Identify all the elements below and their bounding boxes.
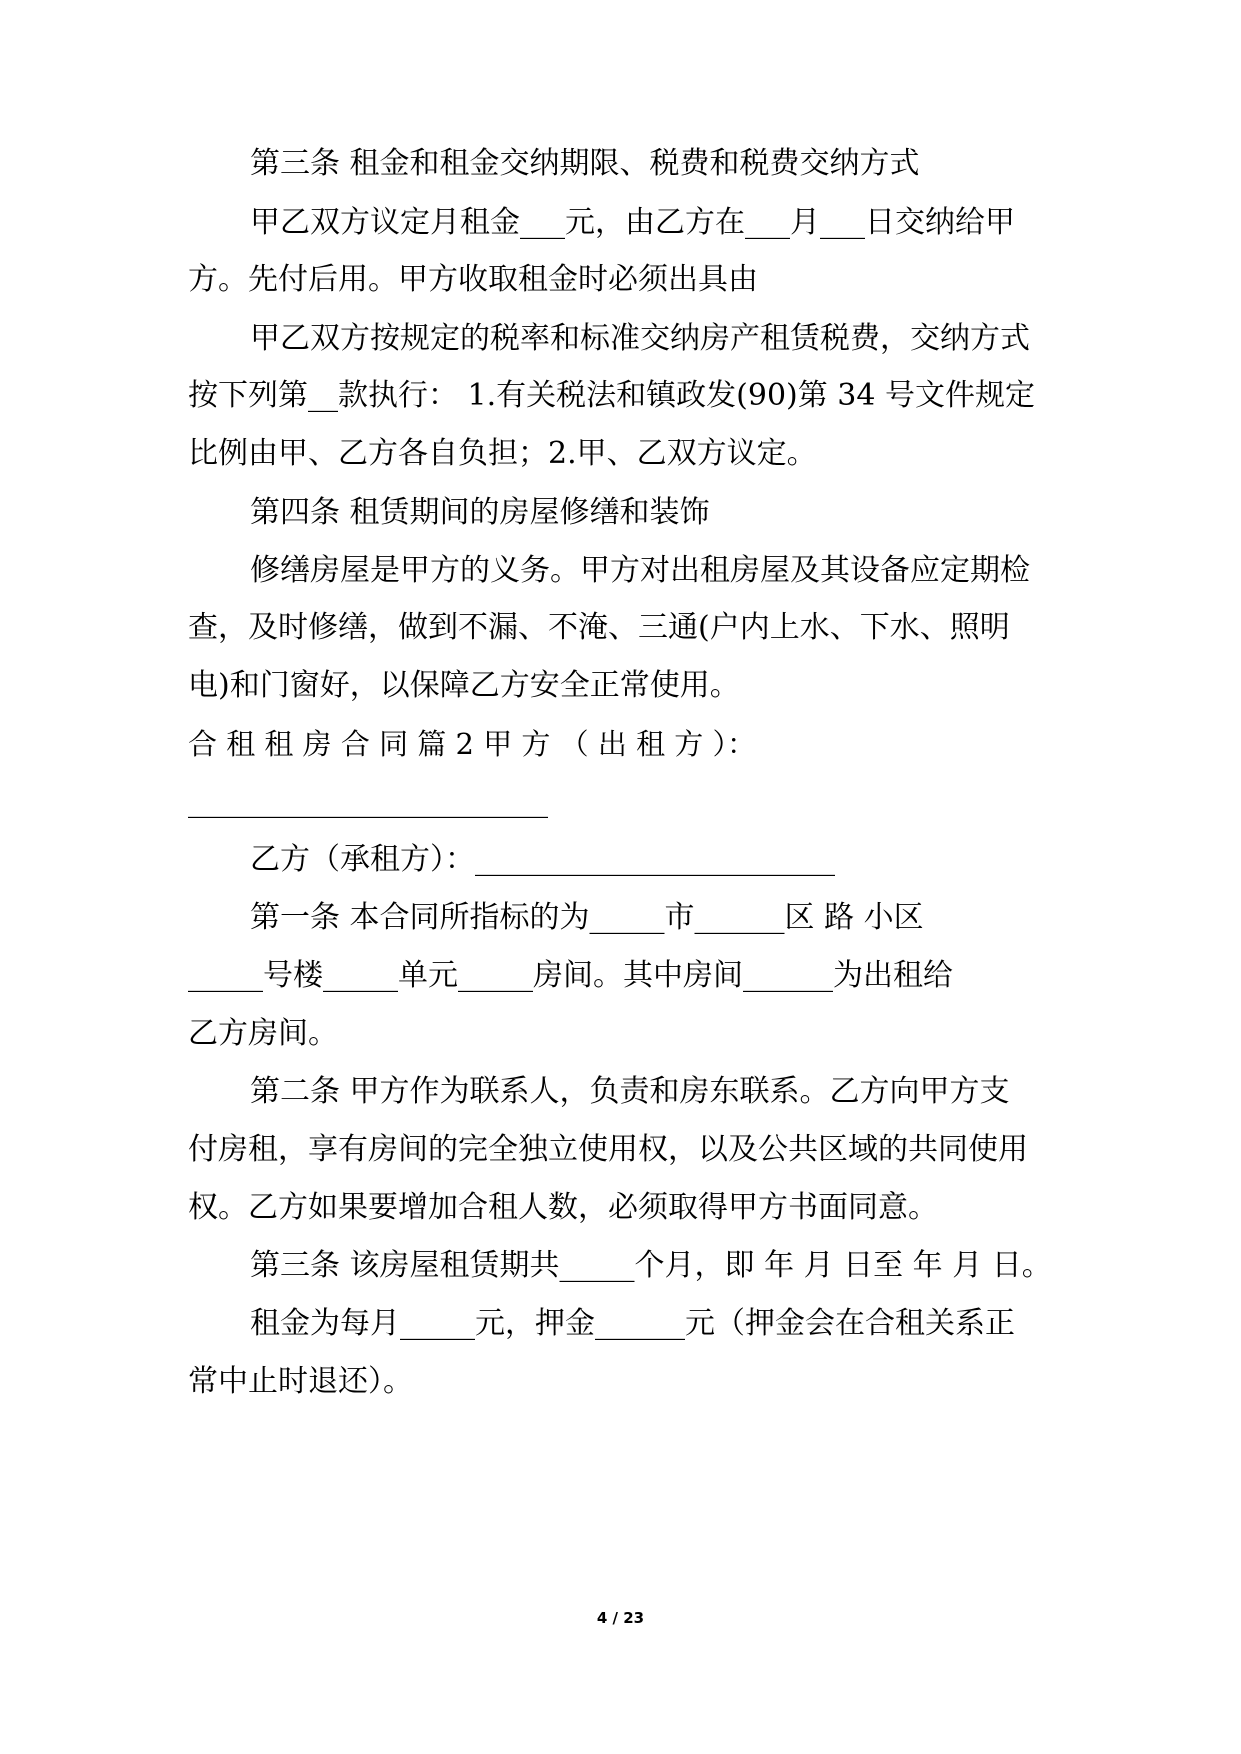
paragraph-line: 比例由甲、乙方各自负担；2.甲、乙双方议定。 xyxy=(188,436,817,471)
paragraph-line: 修缮房屋是甲方的义务。甲方对出租房屋及其设备应定期检 xyxy=(250,553,1030,588)
paragraph-line: 乙方房间。 xyxy=(188,1016,338,1051)
page-number: 4 / 23 xyxy=(596,1609,645,1627)
paragraph-line: 第一条 本合同所指标的为_____市______区 路 小区 xyxy=(250,900,924,935)
paragraph-line: 第三条 租金和租金交纳期限、税费和税费交纳方式 xyxy=(250,146,920,181)
paragraph-line: 乙方（承租方）：________________________ xyxy=(250,842,835,877)
paragraph-line: 电)和门窗好，以保障乙方安全正常使用。 xyxy=(188,668,740,703)
paragraph-line: 租金为每月_____元，押金______元（押金会在合租关系正 xyxy=(250,1306,1015,1341)
paragraph-line: 甲乙双方按规定的税率和标准交纳房产租赁税费，交纳方式 xyxy=(250,321,1030,356)
paragraph-line: 查，及时修缮，做到不漏、不淹、三通(户内上水、下水、照明 xyxy=(188,610,1010,645)
paragraph-line: _____号楼_____单元_____房间。其中房间______为出租给 xyxy=(188,958,953,993)
paragraph-line: 付房租，享有房间的完全独立使用权，以及公共区域的共同使用 xyxy=(188,1132,1028,1167)
paragraph-line: 按下列第__款执行： 1.有关税法和镇政发(90)第 34 号文件规定 xyxy=(188,378,1035,413)
section-heading-line: 合 租 租 房 合 同 篇 2 甲 方 （ 出 租 方 ）： xyxy=(188,727,757,761)
paragraph-line: 第三条 该房屋租赁期共_____个月，即 年 月 日至 年 月 日。 xyxy=(250,1248,1052,1283)
paragraph-line: 权。乙方如果要增加合租人数，必须取得甲方书面同意。 xyxy=(188,1190,938,1225)
paragraph-line: 第二条 甲方作为联系人，负责和房东联系。乙方向甲方支 xyxy=(250,1074,1010,1109)
paragraph-line: 常中止时退还）。 xyxy=(188,1364,413,1399)
paragraph-line: 方。先付后用。甲方收取租金时必须出具由 xyxy=(188,262,758,297)
paragraph-line: 第四条 租赁期间的房屋修缮和装饰 xyxy=(250,495,710,530)
blank-fill-line: ________________________ xyxy=(188,784,548,819)
paragraph-line: 甲乙双方议定月租金___元，由乙方在___月___日交纳给甲 xyxy=(250,205,1015,240)
